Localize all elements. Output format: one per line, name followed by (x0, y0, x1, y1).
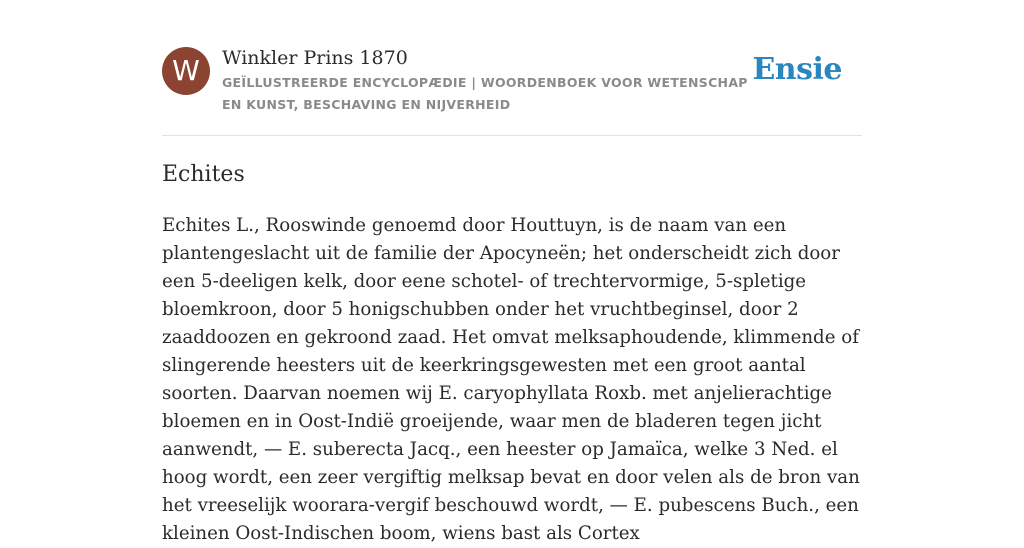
source-title[interactable]: Winkler Prins 1870 (222, 47, 408, 69)
ensie-logo[interactable]: Ensie (752, 52, 842, 87)
entry-body: Echites L., Rooswinde genoemd door Houttuyn, is de naam van een plantengeslacht uit de familie der Apocyneën; het onderscheidt zich door een 5-deeligen kelk, door eene schotel- of trechtervormige, 5-spletige bloemkroon, door 5 honigschubben onder het vruchtbeginsel, door 2 zaaddoozen en gekroond zaad. Het omvat melksaphoudende, klimmende of slingerende heesters uit de keerkringsgewesten met een groot aantal soorten. Daarvan noemen wij E. caryophyllata Roxb. met anjelierachtige bloemen en in Oost-Indië groeijende, waar men de bladeren tegen jicht aanwendt, — E. suberecta Jacq., een heester op Jamaïca, welke 3 Ned. el hoog wordt, een zeer vergiftig melksap bevat en door velen als de bron van het vreeselijk woorara-vergif beschouwd wordt, — E. pubescens Buch., een kleinen Oost-Indischen boom, wiens bast als Cortex (162, 215, 860, 544)
source-header (162, 46, 862, 116)
entry-title: Echites (162, 162, 245, 187)
source-subtitle: GEÏLLUSTREERDE ENCYCLOPÆDIE | WOORDENBOEK VOOR WETENSCHAP EN KUNST, BESCHAVING EN NIJVERHEID (222, 75, 748, 112)
avatar[interactable]: W (162, 47, 210, 95)
divider (162, 135, 862, 136)
